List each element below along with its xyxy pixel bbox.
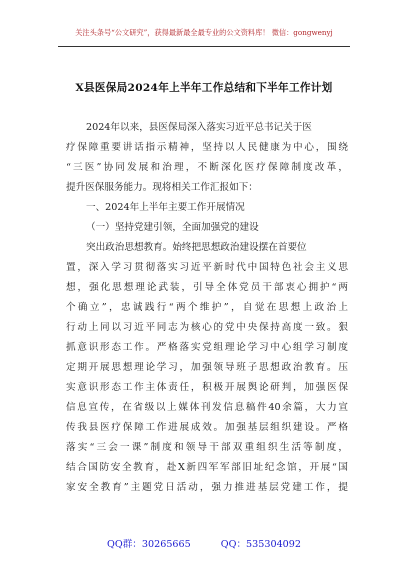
paragraph-line: 置，深入学习贯彻落实习近平新时代中国特色社会主义思: [66, 262, 348, 273]
header-divider: [58, 46, 350, 47]
paragraph-line: 个确立”，忠诚践行“两个维护”，自觉在思想上政治上: [66, 302, 348, 313]
paragraph-line: 抓意识形态工作。严格落实党组理论学习中心组学习制度: [66, 342, 348, 353]
paragraph-line: 定期开展思想理论学习，加强领导班子思想政治教育。压: [66, 362, 348, 373]
header-banner: 关注头条号“公文研究”，获得最新最全最专业的公文资料库！ 微信：gongwenyj: [75, 28, 333, 37]
paragraph-line: 信息宣传，在省级以上媒体刊发信息稿件40余篇，大力宣: [66, 402, 348, 413]
paragraph-line: “三医”协同发展和治理，不断深化医疗保障制度改革，: [66, 162, 348, 173]
document-title: X县医保局2024年上半年工作总结和下半年工作计划: [75, 82, 333, 94]
paragraph-line: 实意识形态工作主体责任，积极开展舆论研判，加强医保: [66, 382, 348, 393]
paragraph-line: 家安全教育”主题党日活动，强力推进基层党建工作，提: [66, 482, 348, 493]
document-body: [66, 118, 348, 498]
footer-qq-number: QQ：535304092: [220, 539, 301, 550]
paragraph-line: 提升医保服务能力。现将相关工作汇报如下：: [66, 182, 258, 193]
paragraph-line: 结合国防安全教育，赴X新四军军部旧址纪念馆，开展“国: [66, 462, 348, 473]
paragraph-line: 疗保障重要讲话指示精神，坚持以人民健康为中心，围绕: [66, 142, 348, 153]
paragraph-line: 2024年以来，县医保局深入落实习近平总书记关于医: [86, 122, 312, 133]
paragraph-line: 想，强化思想理论武装，引导全体党员干部衷心拥护“两: [66, 282, 348, 293]
subsection-heading: （一）坚持党建引领，全面加强党的建设: [86, 222, 259, 233]
paragraph-line: 突出政治思想教育。始终把思想政治建设摆在首要位: [86, 242, 307, 253]
section-heading: 一、2024年上半年主要工作开展情况: [86, 202, 245, 213]
footer-qq-group: QQ群：30265665: [106, 539, 191, 550]
footer-contacts: [0, 536, 408, 550]
paragraph-line: 传我县医疗保障工作进展成效。加强基层组织建设。严格: [66, 422, 348, 433]
paragraph-line: 落实“三会一课”制度和领导干部双重组织生活等制度，: [66, 442, 348, 453]
paragraph-line: 行动上同以习近平同志为核心的党中央保持高度一致。狠: [66, 322, 348, 333]
